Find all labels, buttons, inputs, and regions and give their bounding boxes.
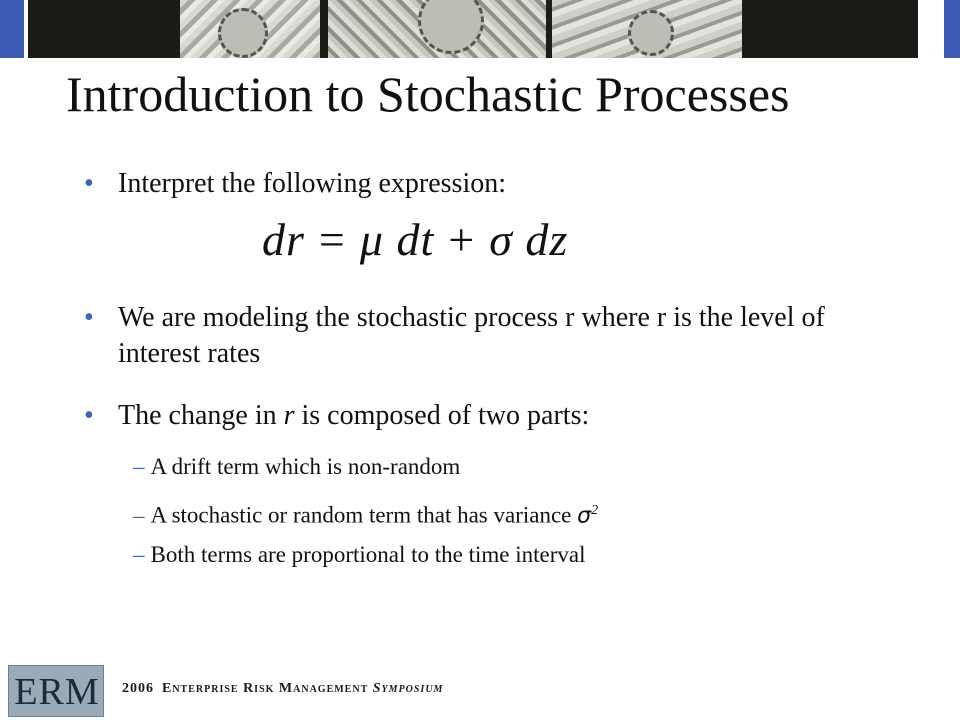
sub-bullet-text: Both terms are proportional to the time interval [150, 542, 586, 567]
banner-edge-right [944, 0, 960, 58]
sub-bullet-proportional [133, 540, 585, 570]
superscript: 2 [591, 503, 599, 518]
sub-bullet-marker: – [133, 502, 145, 528]
bullet-modeling [84, 300, 884, 372]
formula-diffusion-term: σ dz [489, 214, 569, 265]
bullet-marker: • [84, 400, 94, 431]
bullet-text-after: is composed of two parts: [294, 400, 590, 431]
gear-icon [218, 8, 268, 58]
footer-event-text [122, 681, 443, 697]
formula-equals: = [318, 214, 346, 265]
sde-formula [262, 212, 568, 268]
formula-lhs: dr [262, 214, 305, 265]
sub-bullet-text: A stochastic or random term that has variance [150, 502, 578, 528]
footer-year: 2006 [122, 681, 154, 696]
banner-gears-image [28, 0, 918, 58]
sub-bullet-marker: – [133, 454, 145, 479]
bullet-text: Interpret the following expression: [118, 168, 507, 199]
bullet-text-italic-r: r [283, 400, 295, 431]
erm-logo [8, 665, 104, 717]
bullet-change [84, 398, 884, 434]
sub-bullet-drift [133, 452, 460, 482]
bullet-text-before: The change in [118, 400, 284, 431]
gear-icon [628, 10, 674, 56]
bullet-text [118, 398, 884, 434]
footer-event-suffix: Symposium [372, 681, 444, 696]
bullet-marker: • [84, 302, 94, 333]
header-banner [0, 0, 960, 58]
formula-plus: + [448, 214, 476, 265]
footer-event-name: Enterprise Risk Management [162, 681, 369, 696]
bullet-text: We are modeling the stochastic process r where r is the level of interest rates [118, 302, 825, 369]
bullet-marker: • [84, 168, 94, 199]
sub-bullet-marker: – [133, 542, 145, 567]
banner-edge-left [0, 0, 24, 58]
slide-title: Introduction to Stochastic Processes [66, 66, 790, 122]
erm-logo-text: ERM [14, 671, 100, 713]
formula-drift-term: μ dt [359, 214, 435, 265]
sub-bullet-stochastic [133, 496, 598, 532]
bullet-interpret [84, 166, 884, 202]
sub-bullet-text: A drift term which is non-random [150, 454, 461, 479]
sigma-symbol: σ [577, 503, 592, 529]
